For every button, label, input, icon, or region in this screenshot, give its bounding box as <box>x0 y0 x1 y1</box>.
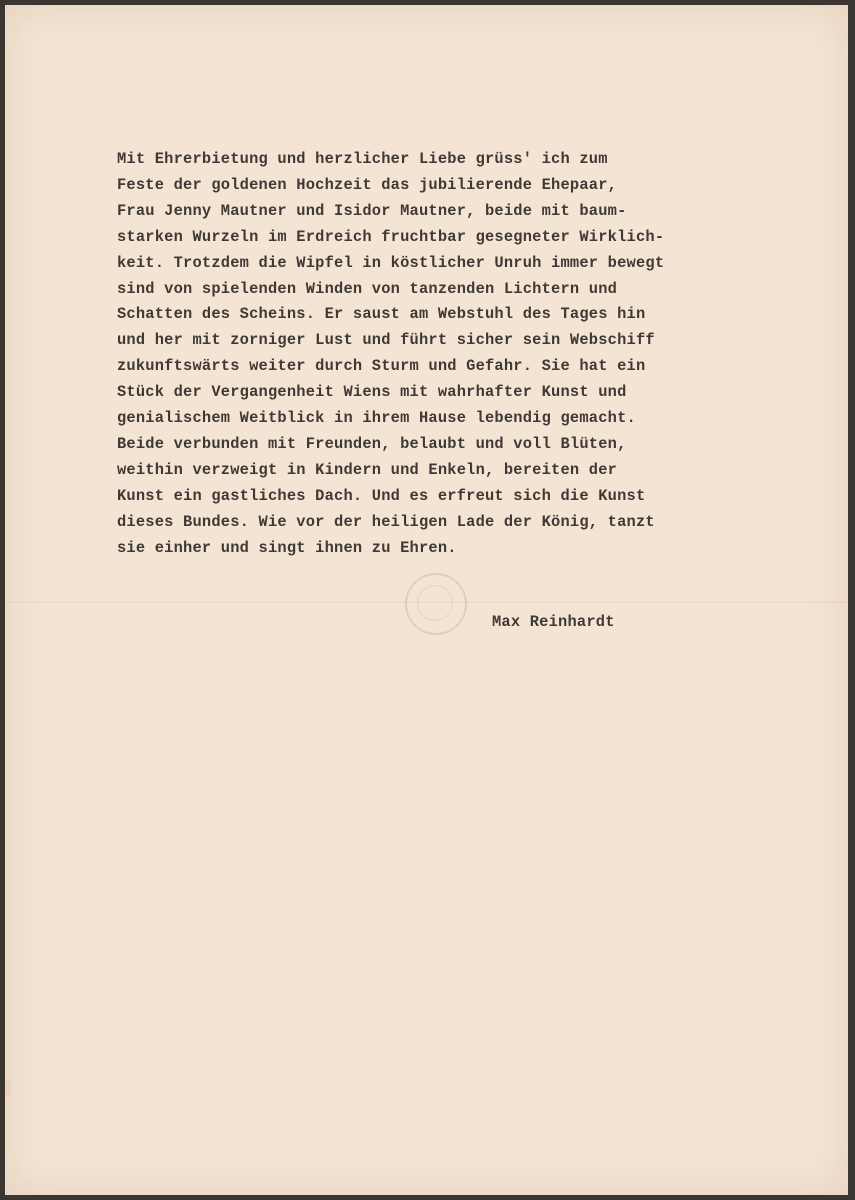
letter-body <box>117 147 757 562</box>
paper-edge-mark <box>5 1081 11 1095</box>
letter-line: sie einher und singt ihnen zu Ehren. <box>117 538 457 557</box>
faint-stamp-inner-ring <box>417 585 453 621</box>
letter-sheet <box>5 5 848 1195</box>
letter-line: starken Wurzeln im Erdreich fruchtbar gesegneter Wirklich- <box>117 227 665 246</box>
letter-line: genialischem Weitblick in ihrem Hause lebendig gemacht. <box>117 409 636 428</box>
letter-line: dieses Bundes. Wie vor der heiligen Lade der König, tanzt <box>117 512 655 531</box>
letter-line: Schatten des Scheins. Er saust am Webstuhl des Tages hin <box>117 305 646 324</box>
letter-line: Beide verbunden mit Freunden, belaubt und voll Blüten, <box>117 434 627 453</box>
letter-line: Mit Ehrerbietung und herzlicher Liebe grüss' ich zum <box>117 150 608 168</box>
letter-line: weithin verzweigt in Kindern und Enkeln, bereiten der <box>117 460 618 479</box>
letter-line: Feste der goldenen Hochzeit das jubilierende Ehepaar, <box>117 175 618 194</box>
letter-line: zukunftswärts weiter durch Sturm und Gefahr. Sie hat ein <box>117 357 646 376</box>
letter-line: Kunst ein gastliches Dach. Und es erfreut sich die Kunst <box>117 486 646 505</box>
faint-stamp-mark <box>405 573 467 635</box>
letter-line: keit. Trotzdem die Wipfel in köstlicher Unruh immer bewegt <box>117 253 665 272</box>
letter-line: Stück der Vergangenheit Wiens mit wahrhafter Kunst und <box>117 383 627 402</box>
letter-line: Frau Jenny Mautner und Isidor Mautner, beide mit baum- <box>117 201 627 220</box>
letter-line: sind von spielenden Winden von tanzenden Lichtern und <box>117 279 618 298</box>
letter-line: und her mit zorniger Lust und führt sicher sein Webschiff <box>117 331 655 350</box>
signature-name: Max Reinhardt <box>492 613 615 631</box>
